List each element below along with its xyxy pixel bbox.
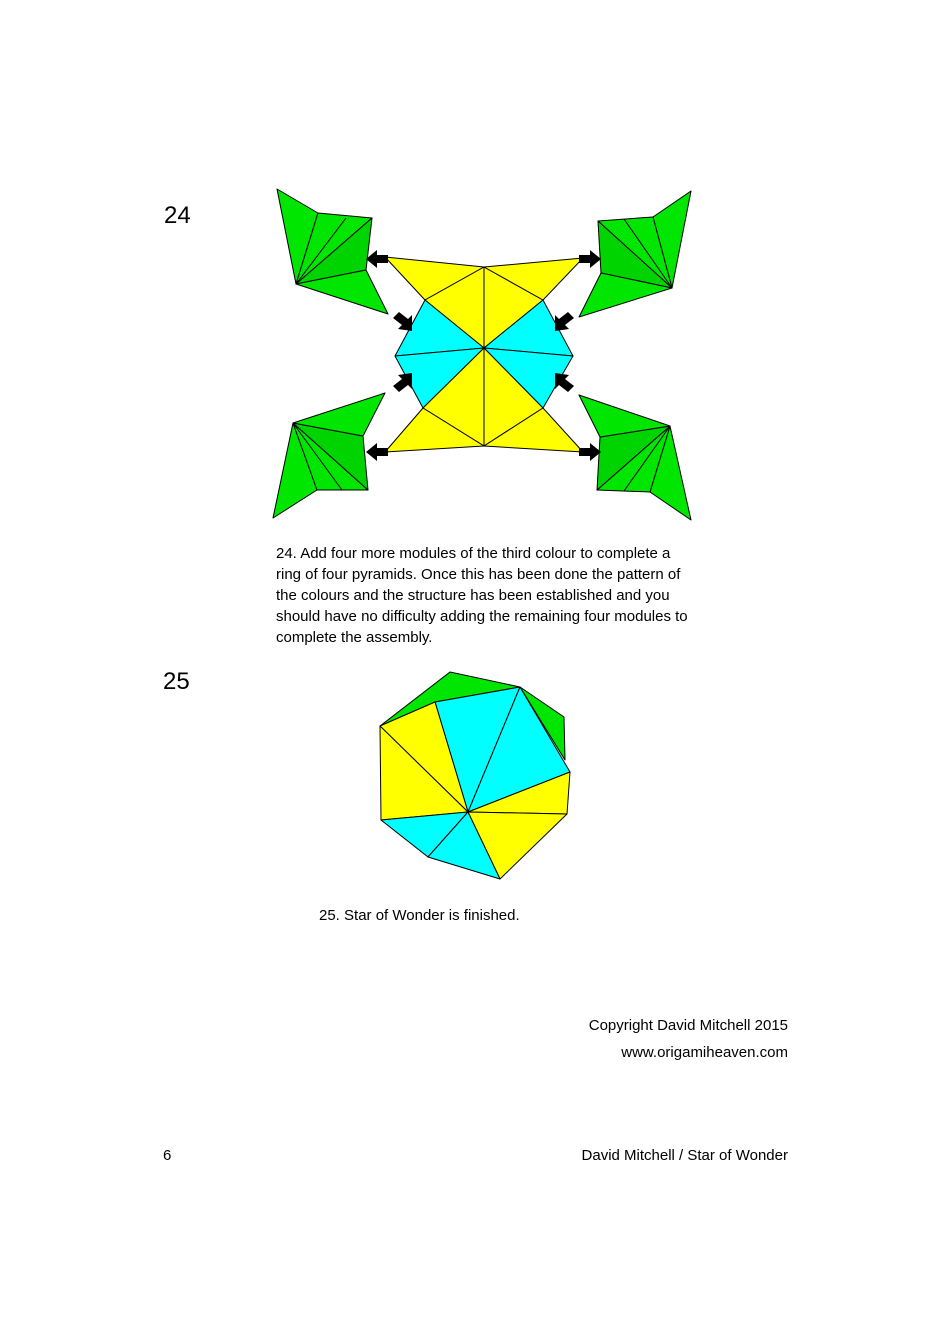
step-25-number: 25	[163, 668, 190, 695]
step-24-caption: 24. Add four more modules of the third colour to complete a ring of four pyramids. Once this has been done the pattern of the colours and the structure has been established and you should have no difficulty adding the remaining four modules to complete the assembly.	[276, 545, 688, 646]
arrow-icon	[579, 250, 601, 268]
step-25-diagram	[374, 666, 576, 886]
page-number: 6	[163, 1147, 172, 1164]
green-module-top-right	[579, 191, 691, 317]
copyright-line: Copyright David Mitchell 2015	[588, 1017, 788, 1034]
arrow-icon	[393, 312, 412, 331]
arrow-icon	[555, 312, 574, 331]
green-module-top-left	[277, 189, 388, 314]
arrow-icon	[579, 443, 601, 461]
green-module-bottom-left	[273, 393, 385, 518]
arrow-icon	[366, 443, 388, 461]
step-24-number: 24	[164, 202, 191, 229]
step-24-diagram	[268, 184, 698, 526]
arrow-icon	[366, 250, 388, 268]
step-25-caption: 25. Star of Wonder is finished.	[319, 907, 520, 924]
running-title: David Mitchell / Star of Wonder	[581, 1147, 788, 1164]
green-module-bottom-right	[579, 395, 691, 520]
arrow-icon	[555, 373, 574, 392]
website-link[interactable]: www.origamiheaven.com	[621, 1044, 788, 1061]
arrow-icon	[393, 373, 412, 392]
